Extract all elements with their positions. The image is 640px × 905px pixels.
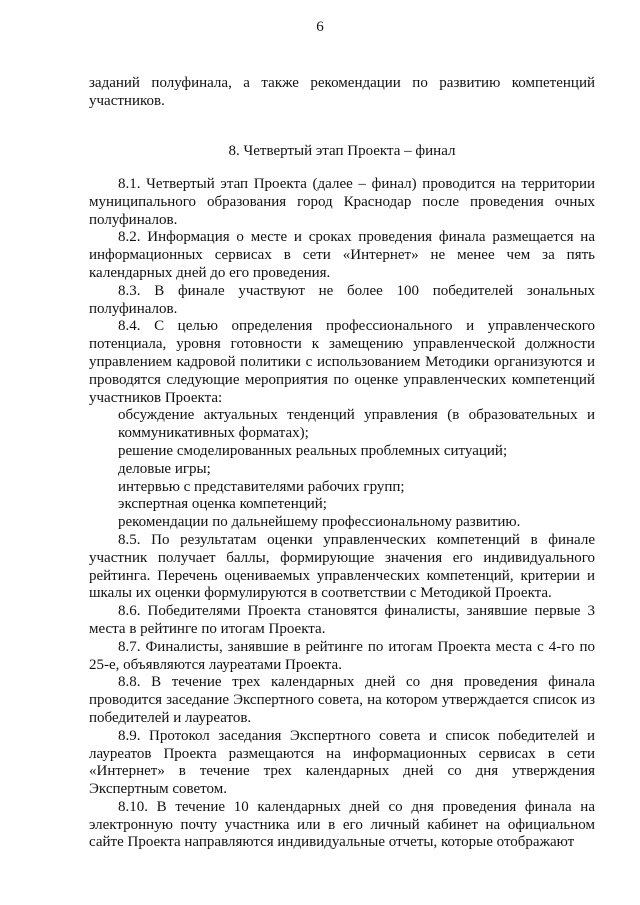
section-body — [89, 176, 595, 852]
list-item: рекомендации по дальнейшему профессиональному развитию. — [118, 514, 521, 531]
paragraph-8-8: 8.8. В течение трех календарных дней со дня проведения финала проводится заседание Экспертного совета, на котором утверждается список из победителей и лауреатов. — [89, 674, 595, 726]
paragraph-8-4: 8.4. С целью определения профессионального и управленческого потенциала, уровня готовности к замещению управленческой должности управлением кадровой политики с использованием Методики организуются и проводятся следующие мероприятия по оценке управленческих компетенций участников Проекта: — [89, 318, 595, 406]
paragraph-8-10: 8.10. В течение 10 календарных дней со дня проведения финала на электронную почту участника или в его личный кабинет на официальном сайте Проекта направляются индивидуальные отчеты, которые отображают — [89, 798, 595, 851]
section-heading-block — [89, 143, 595, 161]
paragraph-8-2: 8.2. Информация о месте и сроках проведения финала размещается на информационных сервисах в сети «Интернет» не менее чем за пять календарных дней до его проведения. — [89, 229, 595, 281]
list-item: деловые игры; — [118, 460, 211, 477]
paragraph-8-7: 8.7. Финалисты, занявшие в рейтинге по итогам Проекта места с 4-го по 25-е, объявляются лауреатами Проекта. — [89, 638, 595, 673]
paragraph-8-6: 8.6. Победителями Проекта становятся финалисты, занявшие первые 3 места в рейтинге по итогам Проекта. — [89, 603, 595, 637]
paragraph-8-9: 8.9. Протокол заседания Экспертного совета и список победителей и лауреатов Проекта размещаются на информационных сервисах в сети «Интернет» в течение трех календарных дней со дня утверждения Экспертным советом. — [89, 727, 595, 798]
intro-paragraph: заданий полуфинала, а также рекомендации по развитию компетенций участников. — [89, 75, 595, 109]
list-item: экспертная оценка компетенций; — [118, 496, 327, 513]
intro-paragraph-block — [89, 75, 595, 111]
paragraph-8-3: 8.3. В финале участвуют не более 100 победителей зональных полуфиналов. — [89, 282, 595, 317]
list-item: решение смоделированных реальных проблемных ситуаций; — [118, 442, 508, 459]
page-number: 6 — [316, 19, 324, 35]
paragraph-8-5: 8.5. По результатам оценки управленческих компетенций в финале участник получает баллы, формирующие значения его индивидуального рейтинга. Перечень оцениваемых управленческих компетенций, критерии и шкалы их оценки формулируются в соответствии с Методикой Проекта. — [89, 531, 595, 602]
list-item: обсуждение актуальных тенденций управления (в образовательных и коммуникативных форматах); — [118, 407, 595, 442]
section-title: 8. Четвертый этап Проекта – финал — [228, 143, 456, 159]
paragraph-8-1: 8.1. Четвертый этап Проекта (далее – финал) проводится на территории муниципального образования город Краснодар после проведения очных полуфиналов. — [89, 176, 595, 228]
list-item: интервью с представителями рабочих групп; — [118, 478, 405, 495]
